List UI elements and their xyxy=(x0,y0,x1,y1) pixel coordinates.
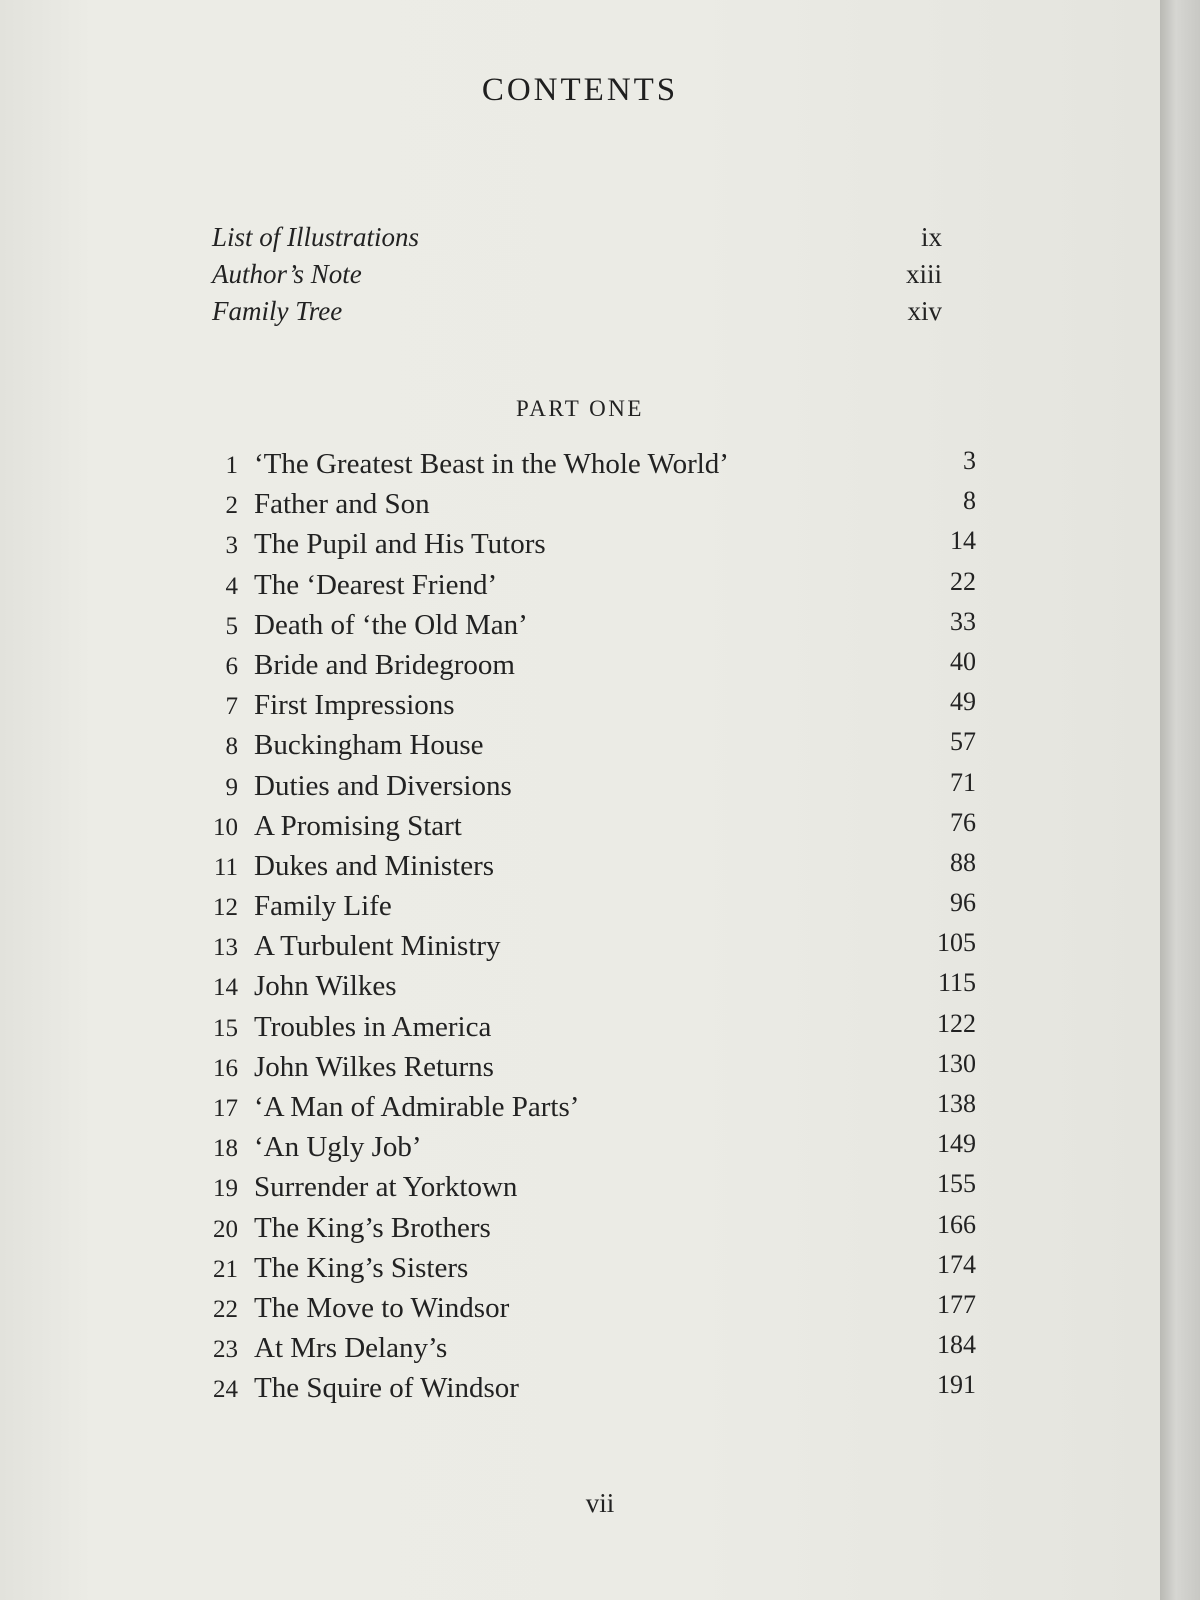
chapter-title: John Wilkes Returns xyxy=(254,1050,494,1083)
chapter-title: ‘A Man of Admirable Parts’ xyxy=(254,1091,580,1123)
chapter-number: 17 xyxy=(213,1095,238,1122)
chapter-row xyxy=(196,1008,1006,1051)
prelim-page-number: ix xyxy=(920,222,942,252)
chapter-number: 21 xyxy=(213,1255,238,1283)
chapter-title: Surrender at Yorktown xyxy=(254,1171,518,1204)
chapter-number: 11 xyxy=(213,853,238,881)
chapter-page-number: 149 xyxy=(937,1129,976,1159)
chapter-row xyxy=(196,807,1006,850)
chapter-list xyxy=(196,448,1006,1413)
chapter-row xyxy=(196,930,1006,970)
chapter-title: Duties and Diversions xyxy=(254,769,512,802)
chapter-title: A Promising Start xyxy=(254,809,462,842)
chapter-number: 15 xyxy=(213,1014,238,1042)
chapter-title: The ‘Dearest Friend’ xyxy=(254,568,498,601)
chapter-number: 16 xyxy=(213,1054,238,1082)
chapter-page-number: 3 xyxy=(963,446,976,475)
chapter-title: ‘The Greatest Beast in the Whole World’ xyxy=(254,448,729,480)
chapter-title: The Squire of Windsor xyxy=(254,1372,519,1405)
chapter-title: Buckingham House xyxy=(254,729,484,762)
chapter-page-number: 174 xyxy=(937,1249,976,1279)
chapter-title: First Impressions xyxy=(254,689,455,722)
chapter-page-number: 76 xyxy=(950,807,976,837)
chapter-row xyxy=(196,448,1006,488)
chapter-number: 18 xyxy=(213,1135,238,1163)
chapter-title: Family Life xyxy=(254,890,392,923)
chapter-page-number: 177 xyxy=(937,1289,976,1319)
chapter-row xyxy=(196,970,1006,1010)
chapter-page-number: 96 xyxy=(950,888,976,918)
chapter-row xyxy=(196,528,1006,568)
chapter-page-number: 33 xyxy=(950,606,976,636)
chapter-row xyxy=(196,1209,1006,1252)
chapter-title: John Wilkes xyxy=(254,970,397,1003)
chapter-page-number: 88 xyxy=(950,847,976,877)
chapter-number: 22 xyxy=(213,1295,238,1323)
chapter-page-number: 14 xyxy=(950,526,976,556)
prelim-title: Author’s Note xyxy=(212,259,362,289)
chapter-row xyxy=(196,1372,1006,1412)
chapter-page-number: 71 xyxy=(950,767,976,797)
chapter-page-number: 166 xyxy=(937,1209,976,1239)
chapter-number: 5 xyxy=(225,612,238,640)
chapter-page-number: 57 xyxy=(950,727,976,757)
chapter-page-number: 115 xyxy=(937,968,976,998)
chapter-number: 23 xyxy=(213,1336,238,1364)
chapter-row xyxy=(196,566,1006,609)
chapter-number: 8 xyxy=(225,733,238,761)
chapter-page-number: 138 xyxy=(937,1089,976,1118)
chapter-title: Dukes and Ministers xyxy=(254,849,495,882)
chapter-title: Bride and Bridegroom xyxy=(254,648,515,681)
chapter-title: The King’s Sisters xyxy=(254,1251,469,1284)
chapter-row xyxy=(196,1171,1006,1211)
prelim-page-number: xiii xyxy=(905,259,942,289)
chapter-number: 13 xyxy=(213,934,238,962)
chapter-row xyxy=(196,767,1006,810)
prelim-row xyxy=(212,296,942,333)
chapter-row xyxy=(196,1249,1006,1292)
chapter-page-number: 40 xyxy=(950,646,976,676)
chapter-number: 6 xyxy=(225,652,238,680)
prelim-title: List of Illustrations xyxy=(212,222,420,252)
chapter-number: 14 xyxy=(213,974,238,1002)
chapter-page-number: 122 xyxy=(937,1008,976,1038)
chapter-number: 7 xyxy=(225,693,238,721)
prelim-row xyxy=(212,222,942,259)
chapter-number: 2 xyxy=(225,492,238,520)
chapter-number: 20 xyxy=(213,1215,238,1243)
chapter-page-number: 184 xyxy=(937,1330,976,1360)
chapter-page-number: 8 xyxy=(963,486,976,516)
chapter-title: The King’s Brothers xyxy=(254,1211,491,1244)
prelims-list xyxy=(212,222,942,333)
part-heading: PART ONE xyxy=(516,396,644,421)
chapter-number: 3 xyxy=(225,532,238,560)
chapter-row xyxy=(196,689,1006,729)
chapter-page-number: 130 xyxy=(937,1048,976,1078)
chapter-number: 12 xyxy=(213,894,238,922)
prelim-title: Family Tree xyxy=(212,296,343,326)
chapter-title: At Mrs Delany’s xyxy=(254,1332,448,1365)
chapter-title: A Turbulent Ministry xyxy=(254,930,501,963)
chapter-number: 19 xyxy=(213,1175,238,1203)
chapter-row xyxy=(196,1048,1006,1091)
chapter-title: Father and Son xyxy=(254,488,430,521)
prelim-row xyxy=(212,259,942,296)
chapter-row xyxy=(196,1289,1006,1332)
chapter-title: ‘An Ugly Job’ xyxy=(254,1131,422,1164)
chapter-title: The Pupil and His Tutors xyxy=(254,528,546,561)
chapter-number: 10 xyxy=(213,813,238,841)
chapter-row xyxy=(196,606,1006,649)
page-folio-number: vii xyxy=(585,1488,615,1518)
chapter-row xyxy=(196,1332,1006,1372)
chapter-number: 1 xyxy=(225,452,238,479)
chapter-row xyxy=(196,847,1006,890)
chapter-row xyxy=(196,729,1006,769)
chapter-title: Death of ‘the Old Man’ xyxy=(254,608,528,641)
chapter-page-number: 105 xyxy=(937,928,976,958)
chapter-number: 9 xyxy=(225,773,238,801)
chapter-page-number: 191 xyxy=(937,1370,976,1400)
chapter-row xyxy=(196,646,1006,689)
chapter-number: 24 xyxy=(213,1376,238,1404)
chapter-page-number: 155 xyxy=(937,1169,976,1199)
chapter-page-number: 49 xyxy=(950,687,976,717)
page-title: CONTENTS xyxy=(481,72,679,108)
background-surface xyxy=(1160,0,1200,1600)
chapter-number: 4 xyxy=(225,572,238,600)
chapter-title: Troubles in America xyxy=(254,1010,492,1043)
chapter-page-number: 22 xyxy=(950,566,976,596)
chapter-row xyxy=(196,890,1006,930)
chapter-row xyxy=(196,488,1006,528)
chapter-row xyxy=(196,1131,1006,1171)
chapter-row xyxy=(196,1091,1006,1131)
prelim-page-number: xiv xyxy=(907,296,942,326)
chapter-title: The Move to Windsor xyxy=(254,1291,510,1324)
